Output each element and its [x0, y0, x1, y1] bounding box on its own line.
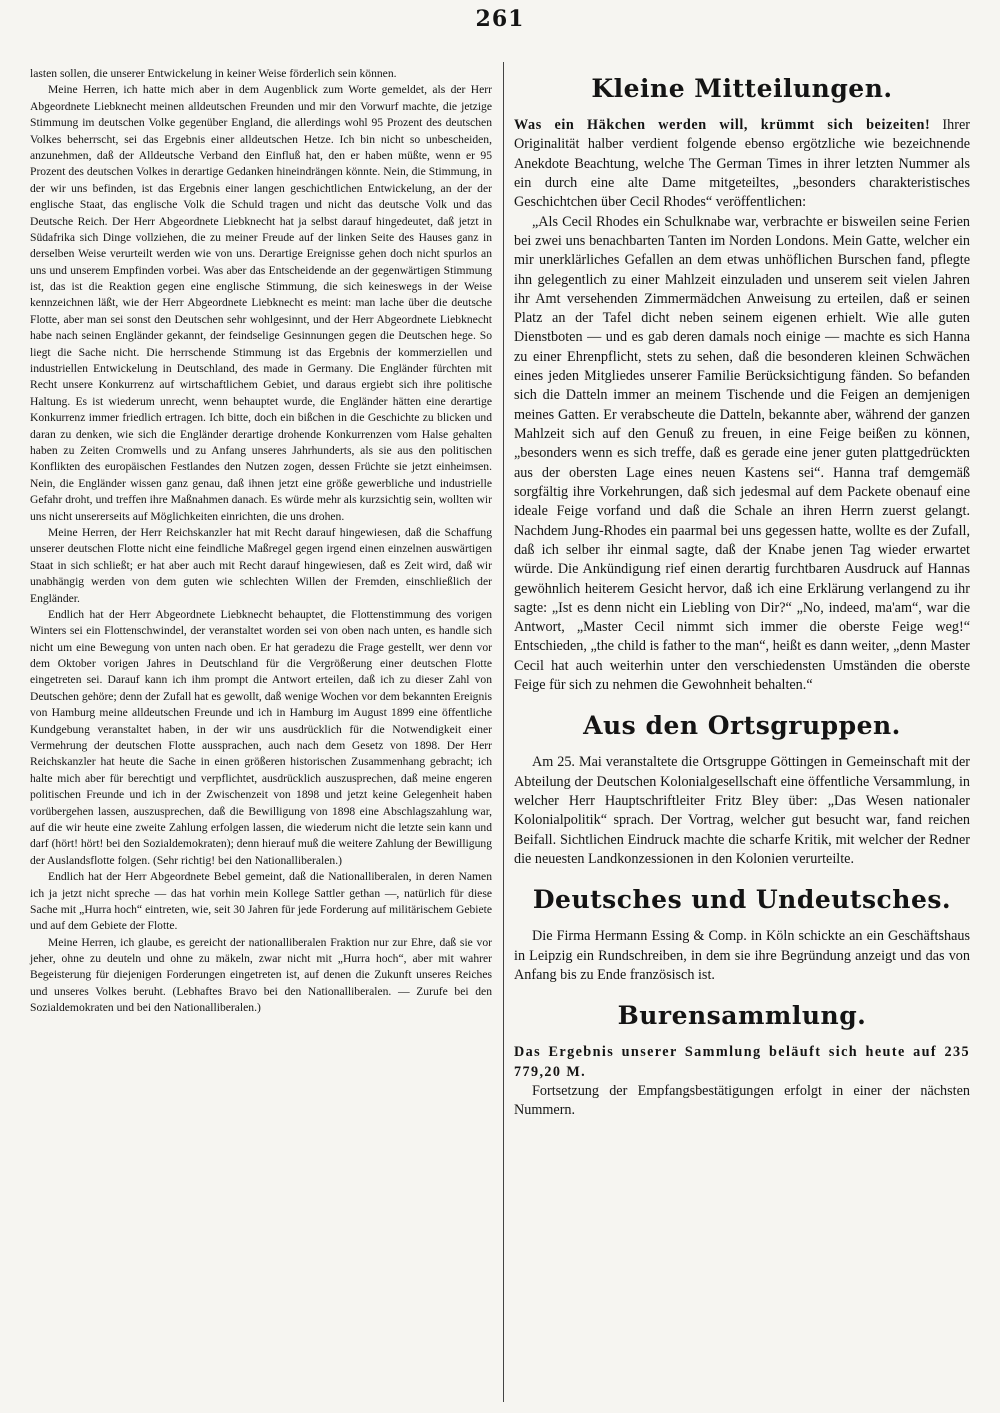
- article-headline: Was ein Häkchen werden will, krümmt sich beizeiten!: [514, 117, 931, 133]
- section-heading-kleine-mitteilungen: Kleine Mitteilungen.: [591, 74, 893, 103]
- section-heading-ortsgruppen: Aus den Ortsgruppen.: [583, 711, 901, 741]
- page-number: 261: [475, 6, 525, 32]
- burensammlung-note: Fortsetzung der Empfangsbestätigungen erfolgt in einer der nächsten Nummern.: [514, 1082, 970, 1119]
- article-quote: „Als Cecil Rhodes ein Schulknabe war, verbrachte er bisweilen seine Ferien bei zwei uns benachbarten Tanten im Norden Londons. Mein Gatte, welcher ein mir unerklärliches Gefallen an dem etwas unhöflichen Burschen fand, pflegte ihn gelegentlich zu einer Mahlzeit einzuladen und unserem seit vielen Jahren ihr Amt versehenden Zimmermädchen Anweisung zu erteilen, daß er seinen Platz an der Tafel dicht neben seinem eigenen erhielt. Wie alle guten Dienstboten — und es gab deren damals noch einige — machte es sich Hanna zu einer Ehrenpflicht, stets zu sehen, daß die besonderen kleinen Schwächen eines jeden Mitgliedes unserer Familie Berücksichtigung fänden. So befanden sich die Datteln immer an meinem Tischende und die Feigen an demjenigen meines Gatten. Er verabscheute die Datteln, bekannte aber, während der ganzen Mahlzeit sich auf den Genuß zu freuen, in eine Feige beißen zu können, „besonders wenn es sich treffe, daß es gerade eine jener guten plattgedrückten aus der obersten Lage eines neuen Kastens sei“. Hanna traf demgemäß sorgfältig ihre Vorkehrungen, daß sich jedesmal auf dem Packete obenauf eine ideale Feige vorfand und daß die Schale an ihren Herrn zuerst gelangt. Nachdem Jung-Rhodes ein paarmal bei uns gegessen hatte, wollte es der Zufall, daß ich selber ihr einmal sagte, daß der Knabe jenen Tag wieder erwartet würde. Die Ankündigung rief einen derartig furchtbaren Ausdruck auf Hannas gewöhnlich heiterem Gesicht hervor, daß ich eine Erklärung verlangend zu ihr sagte: „Ist es denn nicht ein Liebling von Dir?“ „No, indeed, ma'am“, war die Antwort, „Master Cecil nimmt sich immer die oberste Feige weg!“ Entschieden, „the child is father to the man“, heißt es dann weiter, „denn Master Cecil hat auch weiterhin unter den verschiedensten Umständen die oberste Feige für sich zu nehmen die Gewohnheit behalten.“: [514, 213, 970, 694]
- article-kleine-mitteilungen: [514, 116, 970, 213]
- article-deutsches-undeutsches: Die Firma Hermann Essing & Comp. in Köln schickte an ein Geschäftshaus in Leipzig ein Rundschreiben, in dem sie ihre Begründung anzeigt und das von Anfang bis zu Ende französisch ist.: [514, 928, 970, 983]
- paragraph: Meine Herren, der Herr Reichskanzler hat mit Recht darauf hingewiesen, daß die Schaffung unserer deutschen Flotte nicht eine feindliche Maßregel gegen irgend einen einzelnen auswärtigen Staat in sich schließt; er hat aber auch mit Recht darauf hingewiesen, daß es Zeit wird, daß wir unabhängig werden von dem guten wie schlechten Willen der Fremden, einschließlich der Engländer.: [30, 525, 492, 605]
- paragraph: lasten sollen, die unserer Entwickelung in keiner Weise förderlich sein können.: [30, 67, 397, 80]
- article-ortsgruppen: Am 25. Mai veranstaltete die Ortsgruppe Göttingen in Gemeinschaft mit der Abteilung der Deutschen Kolonialgesellschaft eine öffentliche Versammlung, in welcher Herr Hauptschriftleiter Fritz Bley über: „Das Wesen nationaler Kolonialpolitik“ sprach. Der Vortrag, welcher gut besucht war, fand reichen Beifall. Sichtlichen Eindruck machte die scharfe Kritik, mit welcher der Redner die neuesten Landkonzessionen in den Kolonien verurteilte.: [514, 754, 970, 867]
- paragraph: Meine Herren, ich glaube, es gereicht der nationalliberalen Fraktion nur zur Ehre, daß sie vor jeher, ohne zu deuteln und ohne zu mäkeln, zwar nicht mit „Hurra hoch“, aber mit wahrer Begeisterung für diejenigen Forderungen eingetreten ist, auf denen die Zukunft unseres Reiches und unseres Volkes beruht. (Lebhaftes Bravo bei den Nationalliberalen. — Zurufe bei den Sozialdemokraten und bei den Nationalliberalen.): [30, 935, 492, 1015]
- paragraph: Meine Herren, ich hatte mich aber in dem Augenblick zum Worte gemeldet, als der Herr Abgeordnete Liebknecht meinen alldeutschen Freunden und mir den Vorwurf machte, die jetzige Stimmung im deutschen Volke gegenüber England, die allerdings wohl 95 Prozent des deutschen Volkes beherrscht, sei das Ergebnis einer alldeutschen Hetze. Ich bin nicht so unbescheiden, anzunehmen, daß der Alldeutsche Verband den Einfluß hat, den er haben müßte, wenn er 95 Prozent des deutschen Volkes in derartige Gedanken hineindrängen könnte. Nein, die Stimmung, in der wir uns befinden, ist das Ergebnis einer langen geschichtlichen Entwickelung, an der der englische Staat, das englische Volk die Schuld tragen und nicht das deutsche Volk und das Deutsche Reich. Der Herr Abgeordnete Liebknecht hat ja selbst darauf hingedeutet, daß jetzt in Südafrika sich Dinge vollziehen, die zu meiner Freude auf der linken Seite des Hauses ganz in derselben Weise verurteilt werden wie von uns. Derartige Ereignisse gehen doch nicht spurlos an uns und unserem Empfinden vorbei. Was aber das Entscheidende an der gegenwärtigen Stimmung ist, das ist die Reaktion gegen eine englische Stimmung, die sich keineswegs in der Weise kennzeichnen läßt, wie der Herr Abgeordnete Liebknecht es meint: man lache über die deutsche Flotte, aber man sei sonst den Deutschen sehr wohlgesinnt, und der Herr Abgeordnete Liebknecht habe nach seinen Engländer gekannt, der feindselige Gesinnungen gegen die Deutschen hege. So liegt die Sache nicht. Die herrschende Stimmung ist das Ergebnis der kommerziellen und industriellen Entwickelung in Deutschland, des made in Germany. Die Engländer fürchten mit Recht unsere Konkurrenz auf wirtschaftlichem Gebiet, und daraus ergiebt sich ihre politische Haltung. Es ist wiederum unrecht, wenn behauptet wurde, die Engländer hätten eine derartige Konkurrenz immer friedlich ertragen. Ich bitte, doch ein bißchen in die Geschichte zu blicken und daran zu denken, wie sich die Engländer derartige drohende Konkurrenzen vom Halse gehalten haben zu Zeiten Cromwells und zu Anfang unseres Jahrhunderts, als sie aus den politischen Konflikten des europäischen Festlandes den Nutzen zogen, dessen Früchte sie jetzt einheimsen. Nein, die Engländer wissen ganz genau, daß ihnen jetzt eine größe gewerbliche und industrielle Gefahr droht, und treffen ihre Maßnahmen danach. Es würde mehr als kurzsichtig sein, wollten wir uns nicht unsererseits auf Möglichkeiten einrichten, die uns drohen.: [30, 83, 492, 523]
- burensammlung-result: Das Ergebnis unserer Sammlung beläuft sich heute auf 235 779,20 M.: [514, 1044, 970, 1080]
- section-heading-deutsches-undeutsches: Deutsches und Undeutsches.: [532, 885, 952, 915]
- left-column: [30, 66, 492, 1017]
- paragraph: Endlich hat der Herr Abgeordnete Liebknecht behauptet, die Flottenstimmung des vorigen Winters sei ein Flottenschwindel, der veranstaltet worden sei von oben nach unten, es handle sich nicht um eine Bewegung von unten nach oben. Er hat geradezu die Frage gestellt, wer denn vor dem Oktober vorigen Jahres in Deutschland für die Vergrößerung einer deutschen Flotte eingetreten sei. Darauf kann ich ihm prompt die Antwort erteilen, daß ich zu dieser Zahl von Deutschen gehöre; denn der Zufall hat es gewollt, daß wenige Wochen vor dem bekannten Ereignis von Hamburg meine alldeutschen Freunde und ich in Hamburg im August 1899 eine öffentliche Kundgebung veranstaltet haben, in der wir uns ausdrücklich für die Notwendigkeit einer Vermehrung der deutschen Flotte aussprachen, auch nach dem Gesetz von 1898. Der Herr Reichskanzler hat heute die Sache in einen größeren historischen Zusammenhang gebracht; ich halte mich aber für berechtigt und verpflichtet, ausdrücklich auszusprechen, daß meine engeren politischen Freunde und ich in der Zwischenzeit von 1898 und jetzt keine Gelegenheit haben vorübergehen lassen, auszusprechen, daß die Bewilligung von 1898 eine Abschlagszahlung war, auf die wir heute eine zweite Zahlung erfolgen lassen, die wiederum nicht die letzte sein kann und darf (hört! hört! bei den Sozialdemokraten); denn hierauf muß die weitere Zahlung der Bewilligung der Auslandsflotte folgen. (Sehr richtig! bei den Nationalliberalen.): [30, 607, 492, 867]
- paragraph: Endlich hat der Herr Abgeordnete Bebel gemeint, daß die Nationalliberalen, in deren Namen ich ja jetzt nicht spreche — das hat vorhin mein Kollege Sattler gethan —, natürlich für diese Sache mit „Hurra hoch“ eintreten, wie, seit 30 Jahren für jede Forderung auf militärischem Gebiete und auf dem Gebiete der Flotte.: [30, 870, 492, 933]
- section-heading-burensammlung: Burensammlung.: [617, 1001, 867, 1031]
- column-divider: [503, 62, 504, 1402]
- article-intro: Ihrer Originalität halber verdient folgende ebenso ergötzliche wie bezeichnende Anekdote Beachtung, welche The German Times in ihrer letzten Nummer als ein durch eine alte Dame mitgeteiltes, „besonders charakteristisches Geschichtchen über Cecil Rhodes“ veröffentlichen:: [514, 117, 970, 211]
- right-column: [514, 66, 970, 1120]
